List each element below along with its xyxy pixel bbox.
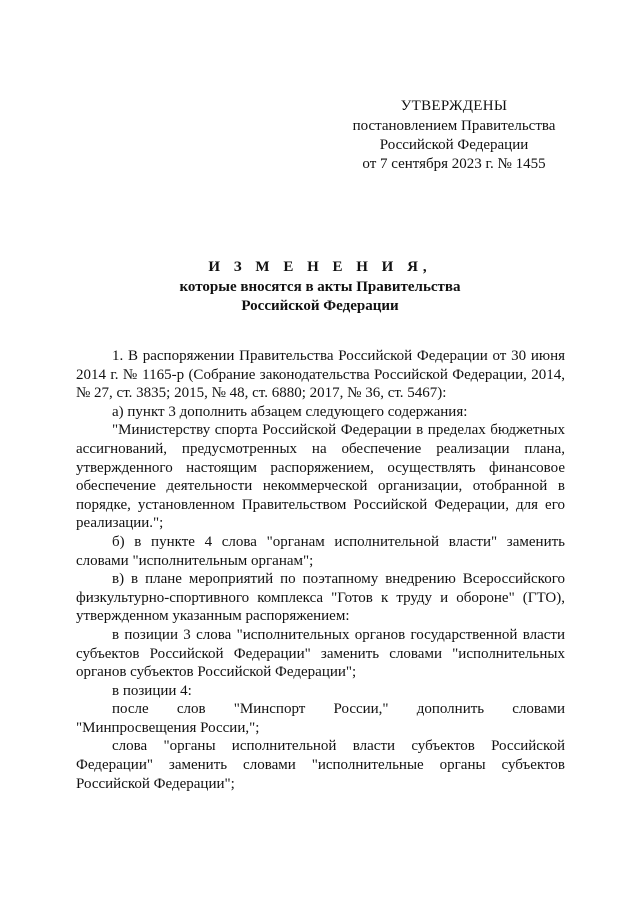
approval-line-decree: постановлением Правительства bbox=[352, 118, 556, 134]
paragraph-subitem-v: в) в плане мероприятий по поэтапному внедрению Всероссийского физкультурно-спортивного комплекса "Готов к труду и обороне" (ГТО), утвержденном указанным распоряжением: bbox=[76, 571, 565, 625]
approval-line-government: Российской Федерации bbox=[379, 137, 529, 153]
paragraph-position-4: в позиции 4: bbox=[112, 682, 192, 699]
document-subtitle-line-2: Российской Федерации bbox=[241, 298, 399, 314]
approval-line-date: от 7 сентября 2023 г. № 1455 bbox=[362, 156, 546, 172]
paragraph-position-3: в позиции 3 слова "исполнительных органов государственной власти субъектов Российской Федерации" заменить словами "исполнительных органов субъектов Российской Федерации"; bbox=[76, 626, 565, 681]
paragraph-quoted-text: "Министерству спорта Российской Федерации в пределах бюджетных ассигнований, предусмотренных на обеспечение реализации плана, утвержденного настоящим распоряжением, осуществлять финансовое обеспечение деятельности некоммерческой организации, отобранной в порядке, установленном Правительством Российской Федерации, для его реализации."; bbox=[76, 422, 565, 532]
paragraph-subitem-b: б) в пункте 4 слова "органам исполнительной власти" заменить словами "исполнительным органам"; bbox=[76, 533, 565, 569]
paragraph-item-1: 1. В распоряжении Правительства Российской Федерации от 30 июня 2014 г. № 1165-р (Собрание законодательства Российской Федерации, 2014, № 27, ст. 3835; 2015, № 48, ст. 6880; 2017, № 36, ст. 5467): bbox=[76, 348, 565, 402]
paragraph-replace-words: слова "органы исполнительной власти субъектов Российской Федерации" заменить словами "исполнительные органы субъектов Российской Федерации"; bbox=[76, 738, 565, 792]
approval-stamp bbox=[340, 97, 568, 174]
document-subtitle-line-1: которые вносятся в акты Правительства bbox=[179, 279, 461, 295]
document-body bbox=[76, 347, 565, 793]
paragraph-after-words: после слов "Минспорт России," дополнить словами "Минпросвещения России,"; bbox=[76, 701, 565, 736]
document-title-block bbox=[0, 258, 640, 316]
document-title: И З М Е Н Е Н И Я, bbox=[208, 259, 432, 275]
paragraph-subitem-a: а) пункт 3 дополнить абзацем следующего содержания: bbox=[112, 403, 468, 420]
approval-heading: УТВЕРЖДЕНЫ bbox=[400, 98, 508, 114]
